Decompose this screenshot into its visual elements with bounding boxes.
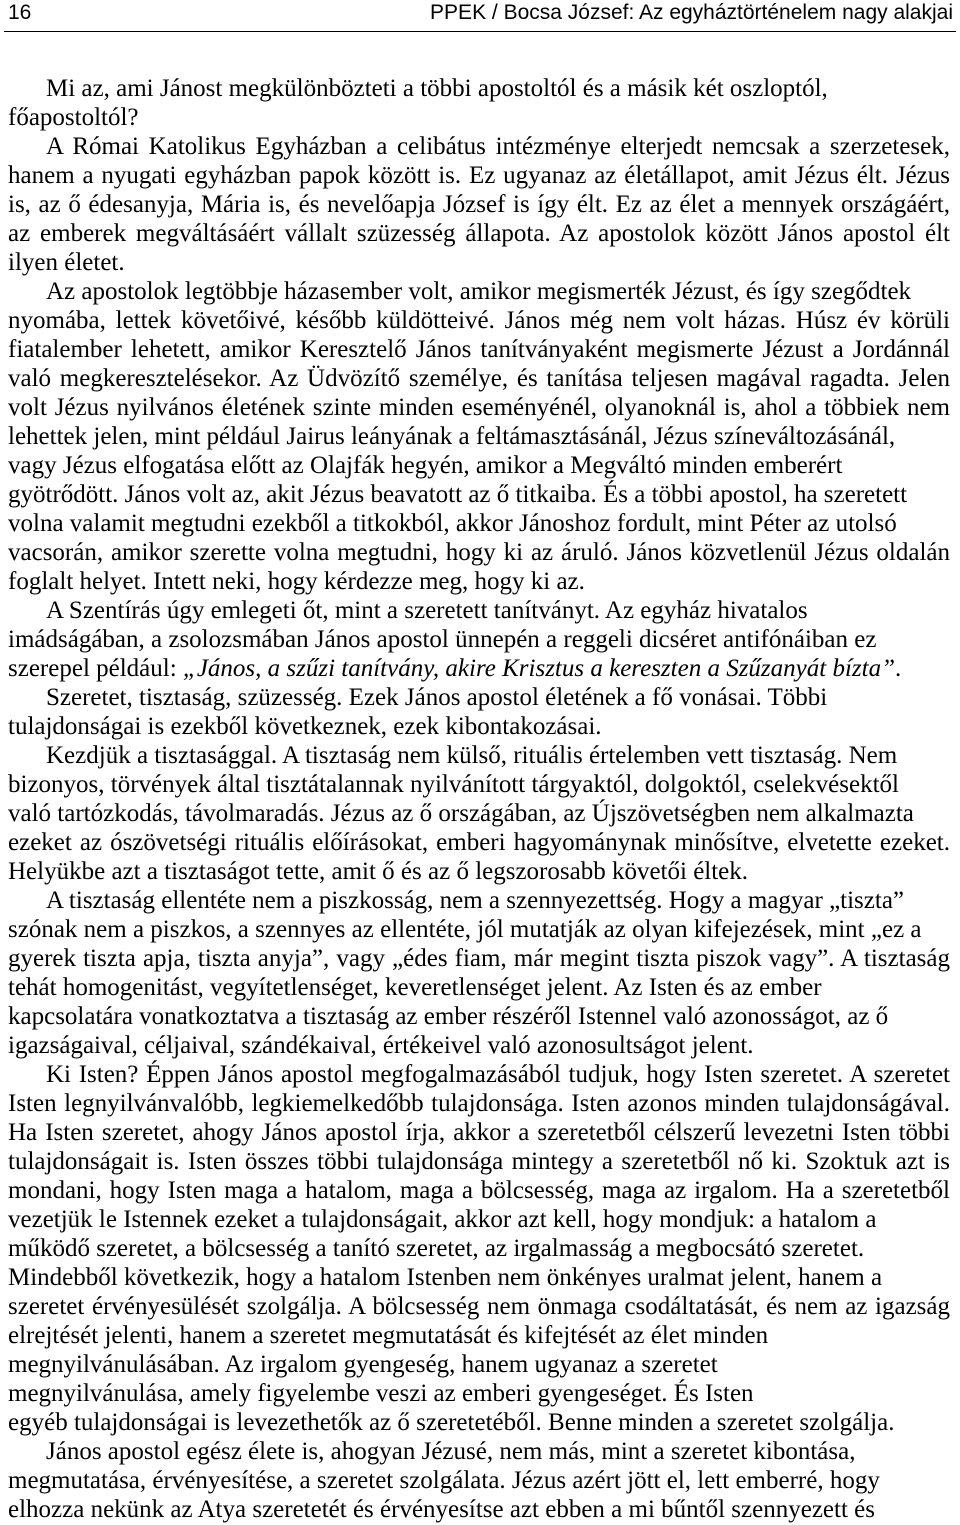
text-line: Ki Isten? Éppen János apostol megfogalmazásából tudjuk, hogy Isten szeretet. A szeretet	[46, 1061, 950, 1088]
text-line: vacsorán, amikor szerette volna megtudni, hogy ki az áruló. János közvetlenül Jézus oldalán	[8, 539, 950, 566]
paragraph	[8, 683, 950, 741]
text-line: ezeket az ószövetségi rituális előírásokat, emberi hagyománynak minősítve, elvetette ezeket.	[8, 829, 950, 856]
text-line: hanem a nyugati egyházban papok között is. Ez ugyanaz az életállapot, amit Jézus élt. Jézus	[8, 162, 950, 189]
text-line	[8, 654, 950, 683]
text-line: Mindebből következik, hogy a hatalom Istenben nem önkényes uralmat jelent, hanem a	[8, 1264, 883, 1291]
text-line: vezetjük le Istennek ezeket a tulajdonságait, akkor azt kell, hogy mondjuk: a hatalom a	[8, 1206, 877, 1233]
paragraph	[8, 741, 950, 886]
page-number: 16	[8, 1, 32, 24]
text-line: A Szentírás úgy emlegeti őt, mint a szeretett tanítványt. Az egyház hivatalos	[46, 597, 808, 624]
text-line: igazságaival, céljaival, szándékaival, értékeivel való azonosultságot jelent.	[8, 1032, 754, 1059]
text-line: működő szeretet, a bölcsesség a tanító szeretet, az irgalmasság a megbocsátó szeretet.	[8, 1235, 865, 1262]
text-line: elrejtését jelenti, hanem a szeretet megmutatását és kifejtését az élet minden	[8, 1322, 769, 1349]
text-line: főapostoltól?	[8, 104, 139, 131]
text-line: Kezdjük a tisztasággal. A tisztaság nem külső, rituális értelemben vett tisztaság. Nem	[46, 742, 898, 769]
text-segment: szerepel például:	[8, 655, 183, 682]
paragraph	[8, 74, 950, 132]
text-line: elhozza nekünk az Atya szeretetét és érvényesítse azt ebben a mi bűntől szennyezett és	[8, 1496, 875, 1523]
text-line: A tisztaság ellentéte nem a piszkosság, nem a szennyezettség. Hogy a magyar „tiszta”	[46, 887, 905, 914]
text-line: Szeretet, tisztaság, szüzesség. Ezek János apostol életének a fő vonásai. Többi	[46, 684, 828, 711]
text-line: A Római Katolikus Egyházban a celibátus intézménye elterjedt nemcsak a szerzetesek,	[46, 133, 950, 160]
text-line: tulajdonságait is. Isten összes többi tulajdonsága mintegy a szeretetből nő ki. Szoktuk azt is	[8, 1148, 950, 1175]
text-line: tulajdonságai is ezekből következnek, ezek kibontakozásai.	[8, 713, 602, 740]
quoted-antiphon: „János, a szűzi tanítvány, akire Krisztus a kereszten a Szűzanyát bízta”	[182, 655, 895, 682]
text-line: megmutatása, érvényesítése, a szeretet szolgálata. Jézus azért jött el, lett emberré, hogy	[8, 1467, 880, 1494]
page-header	[0, 0, 960, 30]
text-line: Isten legnyilvánvalóbb, legkiemelkedőbb tulajdonsága. Isten azonos minden tulajdonságával.	[8, 1090, 950, 1117]
text-line: gyerek tiszta apja, tiszta anyja”, vagy „édes fiam, már megint tiszta piszok vagy”. A tisztaság	[8, 945, 950, 972]
paragraph	[8, 886, 950, 1060]
text-segment: .	[894, 655, 902, 682]
text-line: kapcsolatára vonatkoztatva a tisztaság az ember részéről Istennel való azonosságot, az ő	[8, 1003, 889, 1030]
text-line: volt Jézus nyilvános életének szinte minden eseményénél, olyanoknál is, ahol a többiek nem	[8, 394, 950, 421]
header-rule	[4, 31, 956, 32]
paragraph	[8, 1060, 950, 1437]
text-line: bizonyos, törvények által tisztátalannak nyilvánított tárgyaktól, dolgoktól, cselekvésektől	[8, 771, 899, 798]
text-line: szeretet érvényesülését szolgálja. A bölcsesség nem önmaga csodáltatását, és nem az igazság	[8, 1293, 950, 1320]
text-line: Mi az, ami Jánost megkülönbözteti a többi apostoltól és a másik két oszloptól,	[46, 75, 828, 102]
text-line: mondani, hogy Isten maga a hatalom, maga a bölcsesség, maga az irgalom. Ha a szeretetből	[8, 1177, 950, 1204]
text-line: az emberek megváltásáért vállalt szüzesség állapota. Az apostolok között János apostol élt	[8, 220, 950, 247]
text-line: Az apostolok legtöbbje házasember volt, amikor megismerték Jézust, és így szegődtek	[46, 278, 912, 305]
text-line: való megkeresztelésekor. Az Üdvözítő személye, és tanítása teljesen magával ragadta. Jelen	[8, 365, 950, 392]
text-line: vagy Jézus elfogatása előtt az Olajfák hegyén, amikor a Megváltó minden emberért	[8, 452, 843, 479]
text-line: való tartózkodás, távolmaradás. Jézus az ő országában, az Újszövetségben nem alkalmazta	[8, 800, 914, 827]
text-line: megnyilvánulásában. Az irgalom gyengeség, hanem ugyanaz a szeretet	[8, 1351, 718, 1378]
text-line: nyomába, lettek követőivé, később küldötteivé. János még nem volt házas. Húsz év körüli	[8, 307, 950, 334]
text-line: megnyilvánulása, amely figyelembe veszi az emberi gyengeséget. És Isten	[8, 1380, 754, 1407]
text-line: János apostol egész élete is, ahogyan Jézusé, nem más, mint a szeretet kibontása,	[46, 1438, 856, 1465]
text-line: tehát homogenitást, vegyítetlenséget, keveretlenséget jelent. Az Isten és az ember	[8, 974, 822, 1001]
text-line: gyötrődött. János volt az, akit Jézus beavatott az ő titkaiba. És a többi apostol, ha szeretett	[8, 481, 908, 508]
text-line: is, az ő édesanyja, Mária is, és nevelőapja József is így élt. Ez az élet a mennyek országáért,	[8, 191, 950, 218]
paragraph	[8, 596, 950, 683]
text-line: lehettek jelen, mint például Jairus leányának a feltámasztásánál, Jézus színeváltozásánál,	[8, 423, 896, 450]
text-line: foglalt helyet. Intett neki, hogy kérdezze meg, hogy ki az.	[8, 568, 585, 595]
text-line: egyéb tulajdonságai is levezethetők az ő szeretetéből. Benne minden a szeretet szolgálja.	[8, 1409, 895, 1436]
text-line: imádságában, a zsolozsmában János apostol ünnepén a reggeli dicséret antifónáiban ez	[8, 626, 877, 653]
text-line: szónak nem a piszkos, a szennyes az ellentéte, jól mutatják az olyan kifejezések, mint „ez a	[8, 916, 922, 943]
page-body	[8, 74, 950, 1524]
text-line: fiatalember lehetett, amikor Keresztelő János tanítványaként megismerte Jézust a Jordánnál	[8, 336, 950, 363]
paragraph	[8, 132, 950, 277]
paragraph	[8, 277, 950, 596]
text-line: ilyen életet.	[8, 249, 125, 276]
text-line: Helyükbe azt a tisztaságot tette, amit ő és az ő legszorosabb követői éltek.	[8, 858, 749, 885]
running-title: PPEK / Bocsa József: Az egyháztörténelem nagy alakjai	[430, 1, 953, 24]
text-line: volna valamit megtudni ezekből a titkokból, akkor Jánoshoz fordult, mint Péter az utolsó	[8, 510, 897, 537]
text-line: Ha Isten szeretet, ahogy János apostol írja, akkor a szeretetből célszerű levezetni Isten többi	[8, 1119, 950, 1146]
paragraph	[8, 1437, 950, 1524]
